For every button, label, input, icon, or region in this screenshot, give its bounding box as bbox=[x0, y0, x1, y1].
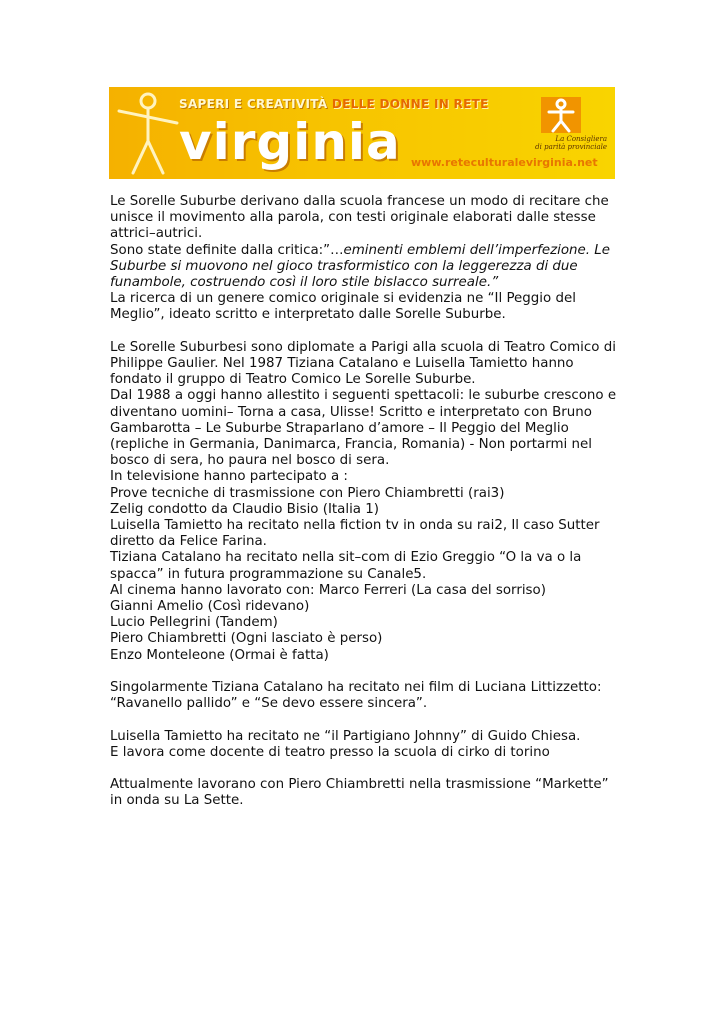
paragraph-career: Le Sorelle Suburbesi sono diplomate a Parigi alla scuola di Teatro Comico di Philippe Gaulier. Nel 1987 Tiziana Catalano e Luisella Tamietto hanno fondato il gruppo di Teatro Comico Le Sorelle Suburbe. Dal 1988 a oggi hanno allestito i seguenti spettacoli: le suburbe crescono e diventano uomini– Torna a casa, Ulisse! Scritto e interpretato con Bruno Gambarotta – Le Suburbe Straparlano d’amore – Il Peggio del Meglio (repliche in Germania, Danimarca, Francia, Romania) - Non portarmi nel bosco di sera, ho paura nel bosco di sera. In televisione hanno partecipato a : Prove tecniche di trasmissione con Piero Chiambretti (rai3) Zelig condotto da Claudio Bisio (Italia 1) Luisella Tamietto ha recitato nella fiction tv in onda su rai2, Il caso Sutter diretto da Felice Farina. Tiziana Catalano ha recitato nella sit–com di Ezio Greggio “O la va o la spacca” in futura programmazione su Canale5. Al cinema hanno lavorato con: Marco Ferreri (La casa del sorriso) Gianni Amelio (Così ridevano) Lucio Pellegrini (Tandem) Piero Chiambretti (Ogni lasciato è perso) Enzo Monteleone (Ormai è fatta) bbox=[110, 339, 617, 663]
paragraph-partigiano: Luisella Tamietto ha recitato ne “il Partigiano Johnny” di Guido Chiesa. E lavora come docente di teatro presso la scuola di cirko di torino bbox=[110, 728, 581, 760]
paragraph-critics: Sono state definite dalla critica:”…eminenti emblemi dell’imperfezione. Le Suburbe si muovono nel gioco trasformistico con la leggerezza di due funambole, costruendo così il loro stile bislacco surreale.” bbox=[110, 242, 610, 291]
paragraph-intro: Le Sorelle Suburbe derivano dalla scuola francese un modo di recitare che unisce il movimento alla parola, con testi originale elaborati dalle stesse attrici–autrici. bbox=[110, 194, 609, 242]
document-body bbox=[110, 194, 620, 810]
vitruvian-figure-icon bbox=[113, 89, 183, 177]
banner-tagline: SAPERI E CREATIVITÀ DELLE DONNE IN RETE bbox=[179, 97, 489, 111]
banner-title: virginia bbox=[179, 113, 401, 171]
critics-quote: eminenti emblemi dell’imperfezione. Le Suburbe si muovono nel gioco trasformistico con la leggerezza di due funambole, costruendo così il loro stile bislacco surreale.” bbox=[110, 242, 610, 291]
consigliera-label: La Consigliera di parità provinciale bbox=[535, 135, 607, 151]
paragraph-research: La ricerca di un genere comico originale si evidenzia ne “Il Peggio del Meglio”, ideato scritto e interpretato dalle Sorelle Suburbe. bbox=[110, 291, 576, 323]
paragraph-films: Singolarmente Tiziana Catalano ha recitato nei film di Luciana Littizzetto: “Ravanello pallido” e “Se devo essere sincera”. bbox=[110, 680, 602, 712]
header-banner bbox=[109, 87, 615, 179]
consigliera-logo-icon bbox=[539, 95, 583, 135]
banner-url[interactable]: www.reteculturalevirginia.net bbox=[411, 156, 598, 169]
paragraph-current: Attualmente lavorano con Piero Chiambretti nella trasmissione “Markette” in onda su La Sette. bbox=[110, 777, 609, 809]
